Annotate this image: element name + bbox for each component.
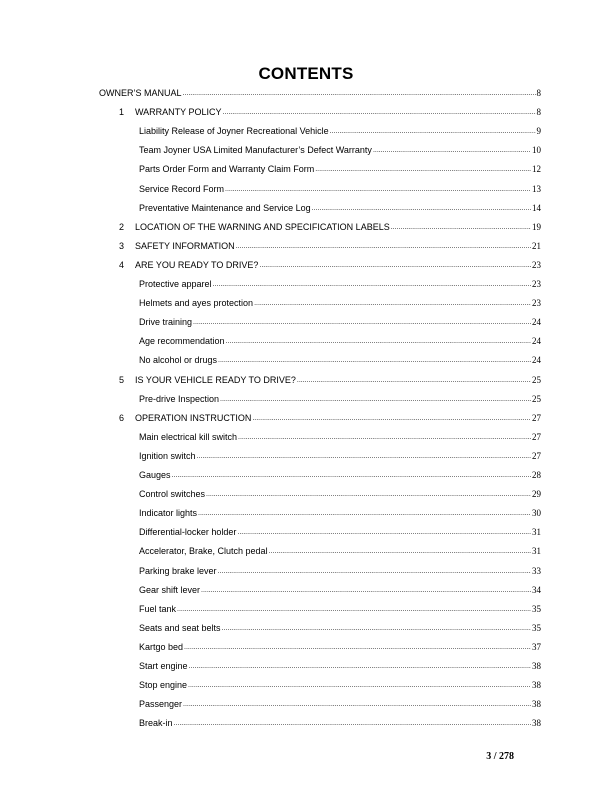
- toc-entry-label: Passenger: [139, 699, 183, 710]
- toc-entry-page: 21: [532, 240, 541, 251]
- toc-entry-page: 38: [532, 699, 541, 710]
- toc-entry-label: Kartgo bed: [139, 641, 184, 652]
- toc-leader-dots: [237, 526, 531, 536]
- toc-entry-page: 13: [532, 183, 541, 194]
- toc-entry[interactable]: [99, 88, 541, 102]
- toc-entry-page: 27: [532, 412, 541, 423]
- toc-entry-label: Accelerator, Brake, Clutch pedal: [139, 546, 268, 557]
- toc-entry-label: Gauges: [139, 470, 171, 480]
- toc-entry-label: Control switches: [139, 489, 206, 500]
- toc-entry[interactable]: [139, 642, 541, 656]
- toc-leader-dots: [315, 163, 531, 173]
- toc-leader-dots: [193, 316, 531, 326]
- toc-entry-number: 6: [119, 412, 125, 423]
- toc-entry-label: Seats and seat belts: [139, 622, 221, 633]
- toc-entry-page: 38: [532, 718, 541, 729]
- toc-leader-dots: [225, 183, 531, 193]
- toc-entry-label: Break-in: [139, 718, 173, 729]
- toc-entry[interactable]: [139, 279, 541, 293]
- toc-entry-label: Liability Release of Joyner Recreational Vehicle: [139, 126, 329, 137]
- toc-entry-label: Helmets and ayes protection: [139, 298, 254, 309]
- toc-entry[interactable]: [139, 164, 541, 178]
- toc-leader-dots: [183, 87, 536, 97]
- toc-entry-page: 33: [532, 565, 541, 576]
- toc-entry-page: 23: [532, 259, 541, 270]
- toc-leader-dots: [297, 374, 531, 384]
- toc-entry-label: Preventative Maintenance and Service Log: [139, 202, 311, 213]
- toc-entry-number: 4: [119, 259, 125, 270]
- toc-leader-dots: [213, 278, 531, 288]
- toc-entry-label: Gear shift lever: [139, 584, 201, 595]
- toc-entry-label: LOCATION OF THE WARNING AND SPECIFICATION LABELS: [135, 221, 390, 232]
- toc-entry[interactable]: [139, 470, 541, 484]
- toc-entry-page: 24: [532, 336, 541, 347]
- toc-entry[interactable]: [139, 203, 541, 217]
- toc-entry-page: 10: [532, 145, 541, 156]
- toc-leader-dots: [238, 431, 531, 441]
- toc-entry-page: 14: [532, 202, 541, 213]
- toc-entry-label: Ignition switch: [139, 450, 196, 461]
- toc-entry[interactable]: [139, 566, 541, 580]
- toc-entry-page: 25: [532, 374, 541, 385]
- toc-leader-dots: [236, 240, 531, 250]
- toc-entry-page: 23: [532, 279, 541, 289]
- toc-entry[interactable]: [119, 259, 541, 274]
- toc-entry-label: Parts Order Form and Warranty Claim Form: [139, 164, 315, 175]
- toc-entry-label: Stop engine: [139, 680, 188, 691]
- toc-entry-page: 27: [532, 431, 541, 442]
- toc-entry[interactable]: [139, 298, 541, 312]
- toc-entry[interactable]: [119, 240, 541, 255]
- toc-entry-page: 8: [536, 88, 541, 98]
- toc-leader-dots: [373, 144, 531, 154]
- toc-leader-dots: [330, 125, 536, 135]
- toc-entry-label: Differential-locker holder: [139, 527, 237, 538]
- toc-entry-label: OPERATION INSTRUCTION: [135, 412, 252, 423]
- toc-entry-label: Age recommendation: [139, 336, 225, 347]
- toc-entry-page: 29: [532, 489, 541, 500]
- toc-leader-dots: [259, 259, 531, 269]
- toc-entry-page: 38: [532, 680, 541, 691]
- toc-entry-page: 31: [532, 527, 541, 538]
- page-number: 3 / 278: [486, 751, 514, 762]
- toc-entry[interactable]: [139, 623, 541, 637]
- toc-entry[interactable]: [139, 489, 541, 503]
- toc-entry[interactable]: [139, 680, 541, 694]
- toc-leader-dots: [254, 297, 531, 307]
- toc-entry-page: 37: [532, 641, 541, 652]
- toc-entry[interactable]: [139, 317, 541, 331]
- toc-entry[interactable]: [139, 718, 541, 732]
- toc-leader-dots: [269, 545, 531, 555]
- toc-leader-dots: [218, 565, 531, 575]
- toc-entry[interactable]: [119, 412, 541, 427]
- toc-entry-page: 12: [532, 164, 541, 175]
- toc-entry[interactable]: [139, 661, 541, 675]
- toc-entry[interactable]: [139, 432, 541, 446]
- toc-leader-dots: [198, 507, 531, 517]
- toc-entry-label: Service Record Form: [139, 183, 225, 194]
- toc-leader-dots: [252, 412, 531, 422]
- toc-entry-page: 25: [532, 393, 541, 404]
- toc-entry-label: Drive training: [139, 317, 193, 328]
- toc-leader-dots: [206, 488, 531, 498]
- toc-entry-label: No alcohol or drugs: [139, 355, 218, 366]
- toc-entry-label: Fuel tank: [139, 603, 177, 614]
- toc-entry-label: SAFETY INFORMATION: [135, 240, 235, 251]
- toc-entry-page: 30: [532, 508, 541, 519]
- toc-entry-label: Indicator lights: [139, 508, 198, 519]
- toc-leader-dots: [312, 202, 531, 212]
- toc-entry-page: 35: [532, 603, 541, 614]
- toc-entry[interactable]: [139, 126, 541, 140]
- toc-entry-page: 24: [532, 317, 541, 328]
- toc-entry-label: ARE YOU READY TO DRIVE?: [135, 259, 259, 270]
- toc-entry-number: 3: [119, 240, 125, 251]
- toc-leader-dots: [222, 622, 531, 632]
- toc-leader-dots: [188, 679, 531, 689]
- toc-entry-page: 8: [536, 107, 541, 118]
- toc-entry-page: 23: [532, 298, 541, 309]
- toc-entry[interactable]: [139, 355, 541, 369]
- toc-entry-number: 2: [119, 221, 125, 232]
- toc-entry-page: 24: [532, 355, 541, 366]
- toc-entry[interactable]: [139, 184, 541, 198]
- toc-entry-page: 34: [532, 584, 541, 595]
- toc-entry-page: 35: [532, 622, 541, 633]
- toc-entry[interactable]: [139, 527, 541, 541]
- toc-leader-dots: [220, 393, 531, 403]
- toc-entry-label: OWNER’S MANUAL: [99, 88, 182, 98]
- toc-entry-number: 1: [119, 107, 125, 118]
- toc-leader-dots: [177, 603, 531, 613]
- toc-entry-page: 31: [532, 546, 541, 557]
- toc-leader-dots: [184, 641, 531, 651]
- toc-entry-page: 9: [536, 126, 541, 137]
- toc-entry-label: WARRANTY POLICY: [135, 107, 222, 118]
- toc-entry-page: 38: [532, 661, 541, 671]
- toc-entry[interactable]: [139, 699, 541, 713]
- toc-leader-dots: [218, 354, 531, 364]
- toc-entry[interactable]: [139, 451, 541, 465]
- toc-leader-dots: [183, 698, 531, 708]
- toc-entry-page: 28: [532, 470, 541, 480]
- toc-leader-dots: [226, 335, 531, 345]
- toc-leader-dots: [197, 450, 531, 460]
- toc-leader-dots: [174, 717, 531, 727]
- toc-entry-label: Main electrical kill switch: [139, 431, 238, 442]
- toc-entry-label: Protective apparel: [139, 279, 212, 289]
- toc-entry[interactable]: [139, 145, 541, 159]
- toc-entry[interactable]: [119, 107, 541, 121]
- toc-entry-label: Team Joyner USA Limited Manufacturer’s Defect Warranty: [139, 145, 372, 156]
- toc-entry[interactable]: [119, 221, 541, 236]
- toc-entry[interactable]: [139, 394, 541, 408]
- toc-leader-dots: [189, 660, 531, 670]
- toc-entry[interactable]: [139, 508, 541, 522]
- toc-entry-label: Pre-drive Inspection: [139, 393, 220, 404]
- toc-entry[interactable]: [139, 604, 541, 618]
- toc-leader-dots: [172, 469, 531, 479]
- toc-entry-number: 5: [119, 374, 125, 385]
- toc-entry-page: 27: [532, 450, 541, 461]
- toc-entry[interactable]: [119, 374, 541, 389]
- toc-leader-dots: [201, 584, 531, 594]
- toc-entry-page: 19: [532, 221, 541, 232]
- page-title: CONTENTS: [258, 64, 354, 83]
- toc-leader-dots: [391, 221, 531, 231]
- toc-entry[interactable]: [139, 585, 541, 599]
- toc-entry[interactable]: [139, 546, 541, 560]
- toc-entry-label: Start engine: [139, 661, 188, 671]
- toc-entry-label: Parking brake lever: [139, 565, 217, 576]
- toc-entry-label: IS YOUR VEHICLE READY TO DRIVE?: [135, 374, 296, 385]
- toc-entry[interactable]: [139, 336, 541, 350]
- toc-leader-dots: [223, 106, 536, 116]
